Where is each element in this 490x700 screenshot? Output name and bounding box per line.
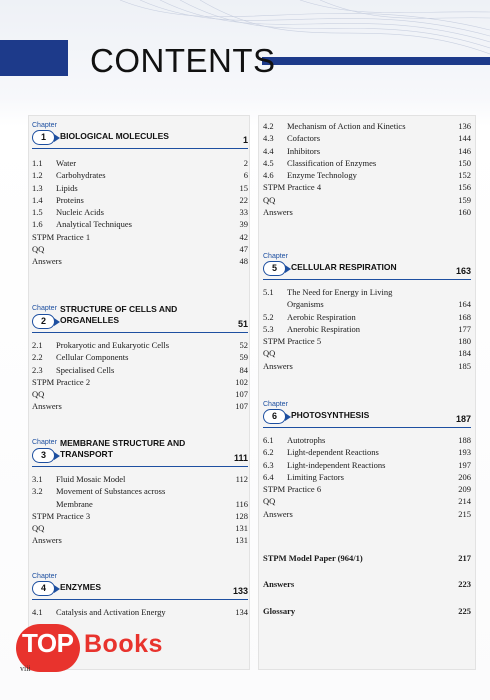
- chapter-3-section: [32, 438, 248, 547]
- toc-entry[interactable]: QQ 159: [263, 194, 471, 205]
- toc-entry[interactable]: 4.4 Inhibitors 146: [263, 145, 471, 156]
- toc-entry[interactable]: Answers 215: [263, 508, 471, 519]
- toc-entry[interactable]: 4.5 Classification of Enzymes 150: [263, 157, 471, 168]
- toc-entry[interactable]: 4.3 Cofactors 144: [263, 133, 471, 144]
- toc-entry[interactable]: 1.5 Nucleic Acids 33: [32, 207, 248, 218]
- chapter-entries: [263, 286, 471, 372]
- toc-entry[interactable]: STPM Practice 4 156: [263, 182, 471, 193]
- toc-entry[interactable]: Answers 107: [32, 401, 248, 412]
- chapter-label: Chapter: [263, 253, 288, 260]
- chapter-rule: [32, 466, 248, 467]
- toc-entry[interactable]: 2.1 Prokaryotic and Eukaryotic Cells 52: [32, 340, 248, 350]
- toc-entry[interactable]: 3.2 Movement of Substances across Membrane 116: [32, 486, 248, 509]
- toc-entry[interactable]: 6.1 Autotrophs 188: [263, 435, 471, 445]
- toc-entry[interactable]: 2.2 Cellular Components 59: [32, 352, 248, 363]
- toc-entry[interactable]: 6.2 Light-dependent Reactions 193: [263, 447, 471, 458]
- toc-entry[interactable]: 4.2 Mechanism of Action and Kinetics 136: [263, 121, 471, 131]
- chapter-6-section: [263, 400, 471, 520]
- toc-entry[interactable]: QQ 131: [32, 523, 248, 534]
- toc-entry[interactable]: 6.4 Limiting Factors 206: [263, 471, 471, 482]
- toc-entry[interactable]: 2.3 Specialised Cells 84: [32, 364, 248, 375]
- chapter-title[interactable]: MEMBRANE STRUCTURE AND TRANSPORT: [60, 438, 186, 459]
- back-matter-entry[interactable]: STPM Model Paper (964/1) 217: [263, 553, 471, 563]
- chapter-4-section: [32, 572, 248, 618]
- chapter-2-section: [32, 304, 248, 413]
- chapter-page: 133: [232, 586, 248, 596]
- toc-entry[interactable]: 6.3 Light-independent Reactions 197: [263, 459, 471, 470]
- chapter-entries: [32, 473, 248, 547]
- toc-entry[interactable]: 4.1 Catalysis and Activation Energy 134: [32, 607, 248, 617]
- toc-entry[interactable]: 5.3 Anerobic Respiration 177: [263, 323, 471, 334]
- toc-entry[interactable]: 1.6 Analytical Techniques 39: [32, 219, 248, 230]
- toc-entry[interactable]: 4.6 Enzyme Technology 152: [263, 170, 471, 181]
- chapter-page: 51: [237, 319, 248, 329]
- chapter-rule: [32, 332, 248, 333]
- chapter-entries: [32, 157, 248, 268]
- chapter-5-section: [263, 252, 471, 372]
- chapter-1-section: [32, 121, 248, 268]
- toc-entry[interactable]: Answers 131: [32, 535, 248, 546]
- logo-books-text: Books: [84, 630, 163, 658]
- chapter-number-badge: 4: [32, 581, 55, 596]
- chapter-rule: [263, 279, 471, 280]
- chapter-entries: [32, 606, 248, 618]
- toc-entry[interactable]: 1.1 Water 2: [32, 158, 248, 168]
- toc-entry[interactable]: STPM Practice 1 42: [32, 231, 248, 242]
- toc-entry[interactable]: QQ 47: [32, 244, 248, 255]
- toc-entry[interactable]: Answers 185: [263, 360, 471, 371]
- chapter-rule: [263, 427, 471, 428]
- logo-top-text: TOP: [22, 628, 74, 658]
- toc-entry[interactable]: Answers 160: [263, 207, 471, 218]
- chapter-4-continued: [263, 120, 471, 218]
- chapter-number-badge: 5: [263, 261, 286, 276]
- toc-entry[interactable]: 1.2 Carbohydrates 6: [32, 170, 248, 181]
- chapter-entries: [32, 339, 248, 413]
- back-matter-section: [263, 552, 471, 617]
- topbooks-logo: [16, 618, 196, 678]
- toc-entry[interactable]: 1.4 Proteins 22: [32, 194, 248, 205]
- back-matter-entry[interactable]: Glossary 225: [263, 605, 471, 616]
- toc-entry[interactable]: QQ 107: [32, 389, 248, 400]
- chapter-entries: [263, 434, 471, 520]
- chapter-page: 111: [233, 453, 248, 463]
- chapter-title[interactable]: ENZYMES: [60, 582, 102, 592]
- header-bar-right: [262, 57, 490, 65]
- chapter-number-badge: 1: [32, 130, 55, 145]
- chapter-number-badge: 6: [263, 409, 286, 424]
- chapter-label: Chapter: [32, 439, 57, 446]
- chapter-entries: [263, 120, 471, 218]
- chapter-label: Chapter: [32, 305, 57, 312]
- chapter-title[interactable]: BIOLOGICAL MOLECULES: [60, 131, 169, 141]
- chapter-page: 187: [455, 414, 471, 424]
- toc-entry[interactable]: 5.1 The Need for Energy in Living Organisms 164: [263, 287, 471, 310]
- chapter-title[interactable]: STRUCTURE OF CELLS AND ORGANELLES: [60, 304, 178, 325]
- toc-entry[interactable]: STPM Practice 2 102: [32, 376, 248, 387]
- chapter-label: Chapter: [263, 401, 288, 408]
- chapter-page: 1: [242, 135, 248, 145]
- chapter-title[interactable]: CELLULAR RESPIRATION: [291, 262, 397, 272]
- chapter-rule: [32, 599, 248, 600]
- toc-entry[interactable]: STPM Practice 6 209: [263, 484, 471, 495]
- toc-entry[interactable]: 3.1 Fluid Mosaic Model 112: [32, 474, 248, 484]
- chapter-number-badge: 3: [32, 448, 55, 463]
- toc-entry[interactable]: QQ 214: [263, 496, 471, 507]
- chapter-title[interactable]: PHOTOSYNTHESIS: [291, 410, 370, 420]
- chapter-rule: [32, 148, 248, 149]
- back-matter-entry[interactable]: Answers 223: [263, 579, 471, 590]
- toc-entry[interactable]: 5.2 Aerobic Respiration 168: [263, 311, 471, 322]
- header-bar-left: [0, 40, 68, 76]
- toc-entry[interactable]: 1.3 Lipids 15: [32, 182, 248, 193]
- page-title: CONTENTS: [90, 42, 276, 79]
- toc-entry[interactable]: STPM Practice 3 128: [32, 510, 248, 521]
- toc-entry[interactable]: STPM Practice 5 180: [263, 336, 471, 347]
- chapter-page: 163: [455, 266, 471, 276]
- chapter-label: Chapter: [32, 573, 57, 580]
- toc-entry[interactable]: Answers 48: [32, 256, 248, 267]
- chapter-number-badge: 2: [32, 314, 55, 329]
- page-number: viii: [20, 664, 31, 673]
- toc-entry[interactable]: QQ 184: [263, 348, 471, 359]
- chapter-label: Chapter: [32, 122, 57, 129]
